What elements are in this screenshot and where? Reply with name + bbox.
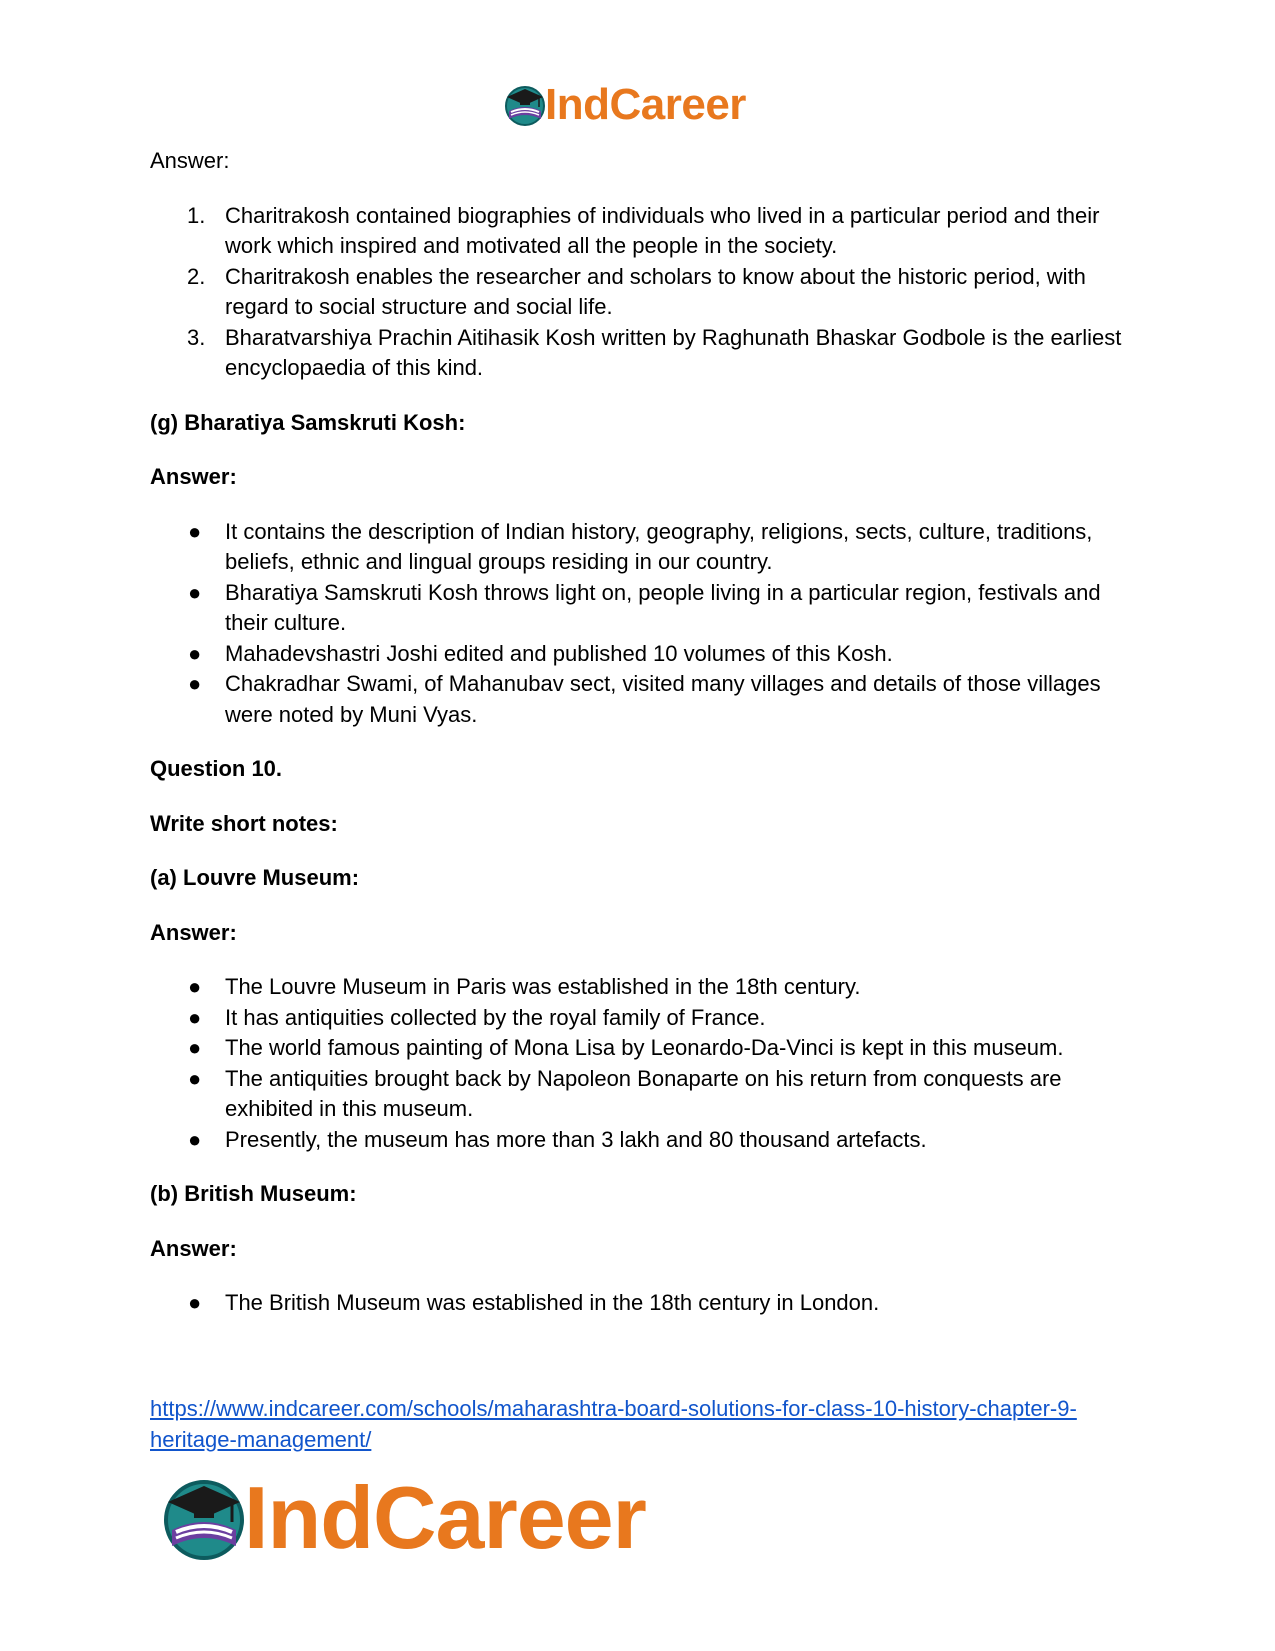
list-item — [187, 201, 1130, 262]
answer-label: Answer: — [150, 919, 237, 945]
list-item — [188, 578, 1130, 639]
list-item — [188, 1064, 1130, 1125]
bullet-icon: ● — [188, 671, 202, 696]
list-item-text: Chakradhar Swami, of Mahanubav sect, visited many villages and details of those villages were noted by Muni Vyas. — [225, 671, 1101, 727]
graduation-cap-book-globe-icon — [503, 83, 547, 127]
section-heading: (a) Louvre Museum: — [150, 865, 360, 890]
list-item — [187, 323, 1130, 384]
instruction-heading: Write short notes: — [150, 810, 338, 836]
bullet-icon: ● — [188, 579, 202, 605]
list-item — [188, 639, 1130, 670]
bullet-list — [150, 972, 1130, 1155]
footer-link-block — [150, 1394, 1150, 1455]
list-item-text: Bharatvarshiya Prachin Aitihasik Kosh written by Raghunath Bhaskar Godbole is the earliest encyclopaedia of this kind. — [225, 324, 1122, 380]
footer-logo — [160, 1470, 646, 1566]
list-item — [188, 1288, 1130, 1319]
bullet-list — [150, 1288, 1130, 1319]
list-item-text: Mahadevshastri Joshi edited and published 10 volumes of this Kosh. — [225, 640, 893, 666]
bullet-icon: ● — [188, 1065, 202, 1091]
list-item-text: Bharatiya Samskruti Kosh throws light on, people living in a particular region, festivals and their culture. — [225, 579, 1101, 635]
bullet-icon: ● — [188, 1126, 202, 1152]
list-item — [188, 1003, 1130, 1034]
list-item-text: It contains the description of Indian history, geography, religions, sects, culture, traditions, beliefs, ethnic and lingual groups residing in our country. — [225, 518, 1093, 574]
bullet-icon: ● — [188, 640, 202, 666]
list-item — [188, 972, 1130, 1003]
list-number: 3. — [187, 324, 206, 350]
logo-text: IndCareer — [545, 80, 746, 129]
document-body — [150, 146, 1130, 1343]
bullet-icon: ● — [188, 1290, 202, 1315]
list-item-text: The antiquities brought back by Napoleon Bonaparte on his return from conquests are exhibited in this museum. — [225, 1065, 1062, 1121]
list-item — [188, 517, 1130, 578]
logo-text: IndCareer — [244, 1468, 646, 1567]
bullet-icon: ● — [188, 1035, 202, 1060]
list-item-text: Charitrakosh enables the researcher and scholars to know about the historic period, with regard to social structure and social life. — [225, 263, 1086, 319]
answer-label: Answer: — [150, 1235, 237, 1261]
answer-label: Answer: — [150, 148, 230, 173]
list-item-text: The Louvre Museum in Paris was established in the 18th century. — [225, 974, 861, 999]
list-item-text: The British Museum was established in the 18th century in London. — [225, 1290, 880, 1315]
list-number: 2. — [187, 263, 206, 289]
list-item-text: The world famous painting of Mona Lisa by Leonardo-Da-Vinci is kept in this museum. — [225, 1035, 1064, 1060]
section-heading: (b) British Museum: — [150, 1181, 357, 1206]
list-item-text: Presently, the museum has more than 3 lakh and 80 thousand artefacts. — [225, 1126, 927, 1152]
bullet-list — [150, 517, 1130, 731]
graduation-cap-book-globe-icon — [160, 1474, 248, 1562]
answer-label: Answer: — [150, 464, 237, 489]
question-heading: Question 10. — [150, 756, 283, 781]
bullet-icon: ● — [188, 518, 202, 544]
list-item — [188, 669, 1130, 730]
list-item-text: Charitrakosh contained biographies of individuals who lived in a particular period and their work which inspired and motivated all the people in the society. — [225, 202, 1100, 258]
list-number: 1. — [187, 202, 206, 228]
bullet-icon: ● — [188, 974, 202, 999]
bullet-icon: ● — [188, 1004, 202, 1030]
list-item-text: It has antiquities collected by the royal family of France. — [225, 1004, 766, 1030]
section-heading: (g) Bharatiya Samskruti Kosh: — [150, 409, 466, 435]
list-item — [188, 1033, 1130, 1064]
header-logo — [503, 80, 746, 130]
list-item — [187, 262, 1130, 323]
source-link[interactable]: https://www.indcareer.com/schools/maharashtra-board-solutions-for-class-10-history-chapter-9-heritage-management/ — [150, 1396, 1077, 1452]
list-item — [188, 1125, 1130, 1156]
ordered-list — [150, 201, 1130, 384]
